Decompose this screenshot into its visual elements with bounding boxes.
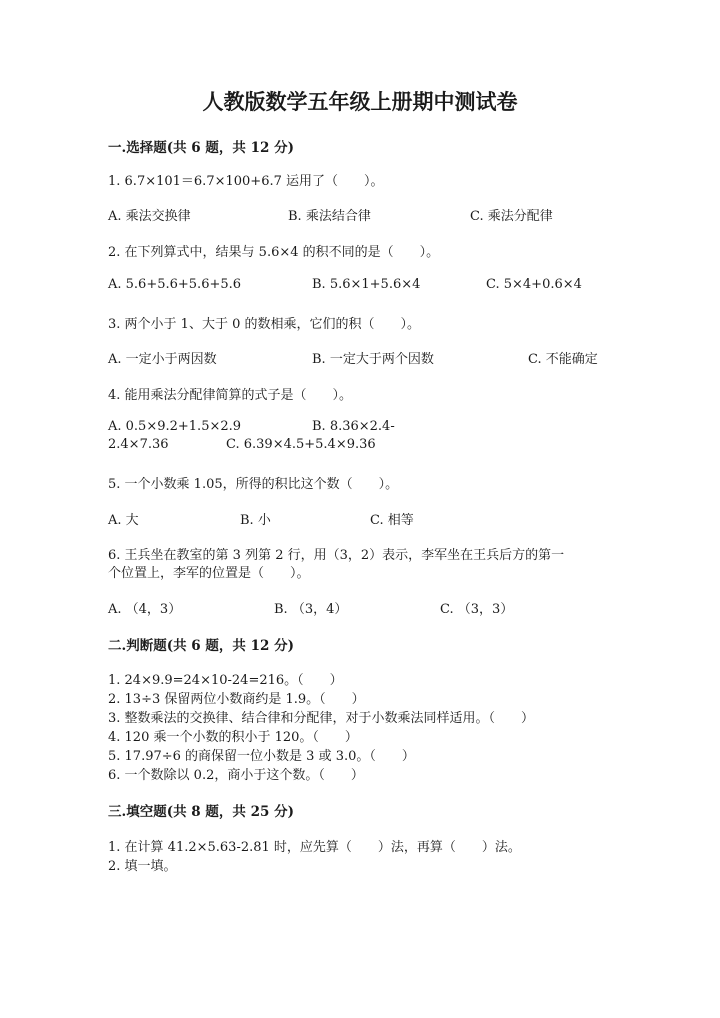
fill-item-1: 1. 在计算 41.2×5.63-2.81 时，应先算（ ）法，再算（ ）法。 [108,840,521,855]
option-4b: B. 8.36×2.4- [312,419,395,434]
section-heading-fill-blank: 三.填空题(共 8 题，共 25 分) [108,804,294,820]
option-5b: B. 小 [240,513,271,528]
option-6a: A. （4，3） [108,602,182,617]
option-6c: C. （3，3） [440,602,514,617]
question-2: 2. 在下列算式中，结果与 5.6×4 的积不同的是（ ）。 [108,245,440,260]
option-2b: B. 5.6×1+5.6×4 [312,277,421,292]
question-4: 4. 能用乘法分配律简算的式子是（ ）。 [108,388,353,403]
option-5a: A. 大 [108,513,139,528]
judgement-item-6: 6. 一个数除以 0.2，商小于这个数。（ ） [108,768,364,783]
page-title: 人教版数学五年级上册期中测试卷 [202,89,518,114]
judgement-item-5: 5. 17.97÷6 的商保留一位小数是 3 或 3.0。（ ） [108,749,415,764]
option-6b: B. （3，4） [274,602,348,617]
fill-item-2: 2. 填一填。 [108,859,177,874]
question-1: 1. 6.7×101＝6.7×100+6.7 运用了（ ）。 [108,174,384,189]
option-1c: C. 乘法分配律 [470,209,553,224]
question-6-line1: 6. 王兵坐在教室的第 3 列第 2 行，用（3，2）表示，李军坐在王兵后方的第一 [108,548,565,563]
option-1b: B. 乘法结合律 [288,209,371,224]
judgement-item-4: 4. 120 乘一个小数的积小于 120。（ ） [108,730,358,745]
option-3c: C. 不能确定 [528,352,598,367]
option-4a: A. 0.5×9.2+1.5×2.9 [108,419,242,434]
option-1a: A. 乘法交换律 [108,209,191,224]
option-3b: B. 一定大于两个因数 [312,352,434,367]
section-heading-judgement: 二.判断题(共 6 题，共 12 分) [108,638,294,654]
option-4b-continued: 2.4×7.36 [108,437,169,452]
question-5: 5. 一个小数乘 1.05，所得的积比这个数（ ）。 [108,477,399,492]
option-3a: A. 一定小于两因数 [108,352,217,367]
option-5c: C. 相等 [370,513,414,528]
option-2c: C. 5×4+0.6×4 [486,277,582,292]
section-heading-choice: 一.选择题(共 6 题，共 12 分) [108,140,294,156]
judgement-item-3: 3. 整数乘法的交换律、结合律和分配律，对于小数乘法同样适用。（ ） [108,711,535,726]
question-6-line2: 个位置上，李军的位置是（ ）。 [108,566,310,581]
option-4c: C. 6.39×4.5+5.4×9.36 [226,437,376,452]
question-3: 3. 两个小于 1、大于 0 的数相乘，它们的积（ ）。 [108,317,420,332]
option-2a: A. 5.6+5.6+5.6+5.6 [108,277,242,292]
judgement-item-1: 1. 24×9.9=24×10-24=216。（ ） [108,673,343,688]
judgement-item-2: 2. 13÷3 保留两位小数商约是 1.9。（ ） [108,692,365,707]
